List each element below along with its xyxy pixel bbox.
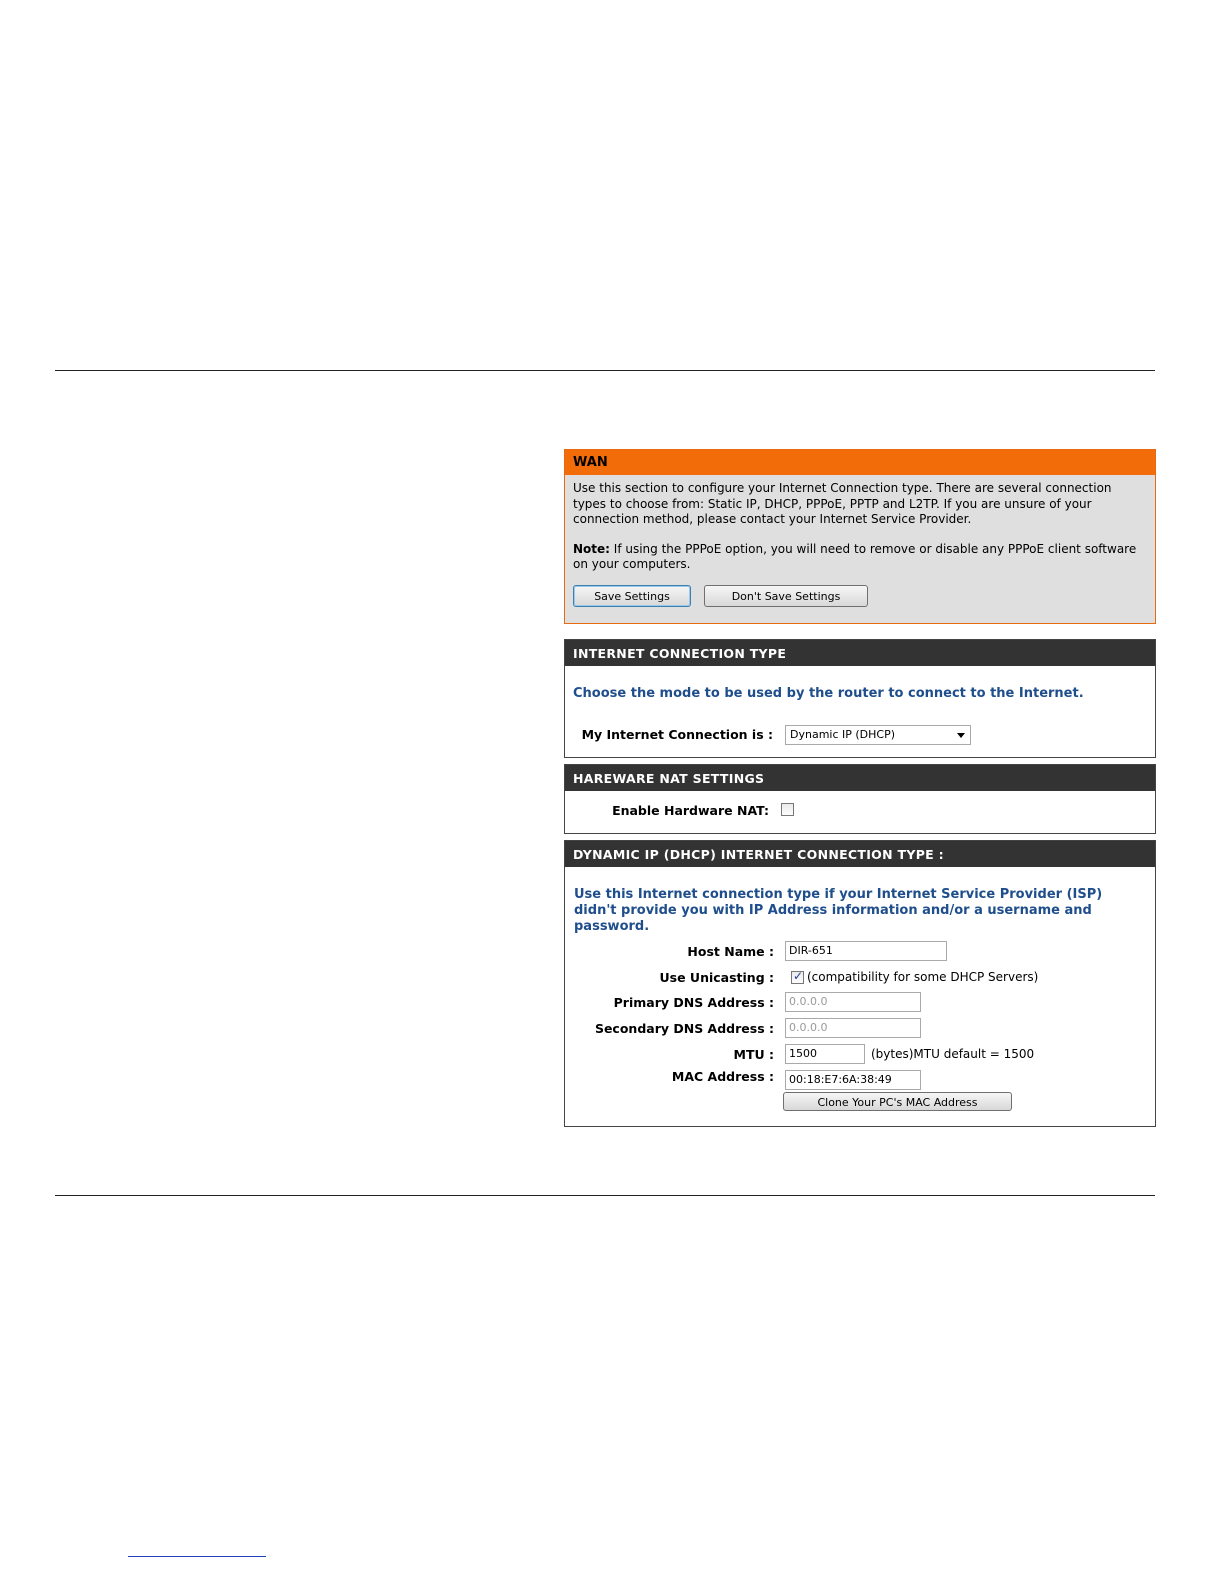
mac-address-input[interactable]: 00:18:E7:6A:38:49 [785,1070,921,1090]
footer-link-underline [128,1556,266,1557]
hardware-nat-section [564,764,1156,834]
mtu-input[interactable]: 1500 [785,1044,865,1064]
dont-save-settings-button[interactable]: Don't Save Settings [704,585,868,607]
checkmark-icon: ✓ [793,969,804,983]
primary-dns-label: Primary DNS Address : [613,995,774,1010]
wan-panel [564,449,1156,624]
chevron-down-icon [957,733,965,738]
wan-description: Use this section to configure your Internet Connection type. There are several connection types to choose from: Static IP, DHCP, PPPoE, PPTP and L2TP. If you are unsure of your connection method, please contact your Internet Service Provider. [573,481,1112,526]
secondary-dns-input[interactable]: 0.0.0.0 [785,1018,921,1038]
enable-hardware-nat-checkbox[interactable] [781,803,794,816]
hardware-nat-title: HAREWARE NAT SETTINGS [565,765,1155,791]
clone-mac-address-button[interactable]: Clone Your PC's MAC Address [783,1092,1012,1111]
mac-address-label: MAC Address : [671,1069,774,1084]
mtu-note: (bytes)MTU default = 1500 [871,1047,1035,1061]
connection-type-label: My Internet Connection is : [581,727,773,742]
dhcp-section [564,840,1156,1127]
host-name-input[interactable]: DIR-651 [785,941,947,961]
dhcp-title: DYNAMIC IP (DHCP) INTERNET CONNECTION TYPE : [565,841,1155,867]
secondary-dns-label: Secondary DNS Address : [594,1021,774,1036]
wan-note-text: If using the PPPoE option, you will need to remove or disable any PPPoE client software on your computers. [573,541,1137,571]
wan-note [573,542,1147,573]
save-settings-button[interactable]: Save Settings [573,585,691,607]
use-unicasting-checkbox[interactable] [791,971,804,984]
wan-title: WAN [565,450,1155,475]
internet-connection-type-section [564,639,1156,758]
host-name-label: Host Name : [687,944,774,959]
connection-type-select[interactable] [785,725,971,745]
internet-connection-type-title: INTERNET CONNECTION TYPE [565,640,1155,666]
connection-mode-prompt: Choose the mode to be used by the router to connect to the Internet. [573,686,1084,701]
unicasting-note: (compatibility for some DHCP Servers) [807,970,1039,984]
bottom-divider [55,1195,1155,1196]
top-divider [55,370,1155,371]
connection-type-selected: Dynamic IP (DHCP) [790,728,896,741]
wan-note-label: Note: [573,541,610,556]
mtu-label: MTU : [733,1047,774,1062]
enable-hardware-nat-label: Enable Hardware NAT: [612,803,769,818]
dhcp-description: Use this Internet connection type if your Internet Service Provider (ISP) didn't provide you with IP Address information and/or a username and password. [574,887,1103,934]
primary-dns-input[interactable]: 0.0.0.0 [785,992,921,1012]
use-unicasting-label: Use Unicasting : [659,970,774,985]
